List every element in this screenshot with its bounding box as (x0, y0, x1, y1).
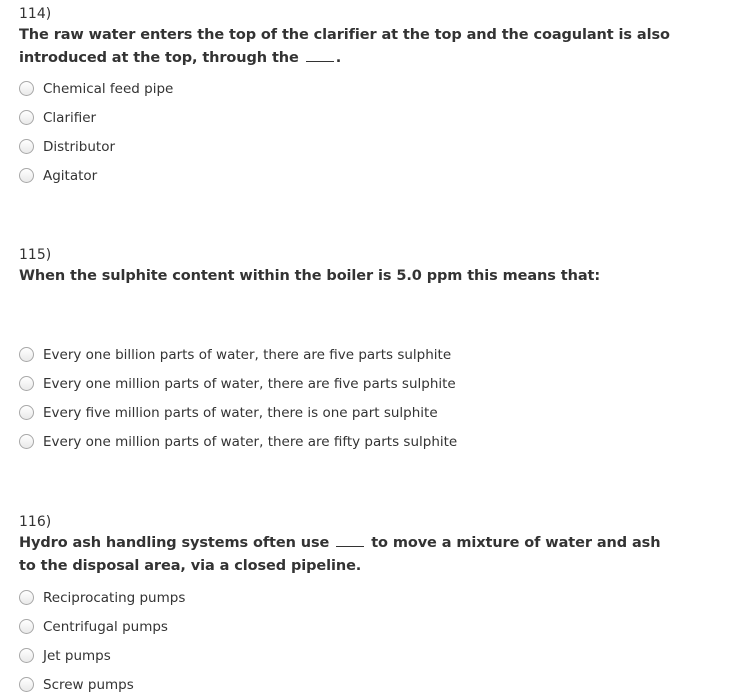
question-number: 116) (19, 514, 52, 530)
option-label: Chemical feed pipe (43, 80, 174, 97)
answer-option[interactable] (19, 427, 457, 456)
radio-button[interactable] (19, 590, 34, 605)
radio-button[interactable] (19, 619, 34, 634)
radio-button[interactable] (19, 168, 34, 183)
question-text (19, 532, 719, 578)
question-text-segment: . (335, 50, 342, 66)
answer-option[interactable] (19, 103, 173, 132)
answer-option[interactable] (19, 74, 173, 103)
answer-option[interactable] (19, 161, 173, 190)
option-label: Screw pumps (43, 676, 134, 693)
radio-button[interactable] (19, 434, 34, 449)
question-text-line: The raw water enters the top of the clarifier at the top and the coagulant is also (19, 27, 670, 43)
answer-option[interactable] (19, 132, 173, 161)
question-115 (19, 245, 719, 288)
question-number: 115) (19, 247, 52, 263)
question-text-line: When the sulphite content within the boiler is 5.0 ppm this means that: (19, 268, 601, 284)
question-text-segment: to move a mixture of water and ash (371, 535, 661, 551)
question-text-segment: Hydro ash handling systems often use (19, 535, 330, 551)
question-text (19, 265, 719, 288)
option-label: Every one million parts of water, there are five parts sulphite (43, 375, 456, 392)
option-label: Clarifier (43, 109, 97, 126)
answer-options-115 (19, 340, 457, 456)
radio-button[interactable] (19, 648, 34, 663)
radio-button[interactable] (19, 376, 34, 391)
radio-button[interactable] (19, 81, 34, 96)
option-label: Agitator (43, 167, 98, 184)
option-label: Distributor (43, 138, 116, 155)
answer-option[interactable] (19, 340, 457, 369)
option-label: Jet pumps (43, 647, 111, 664)
question-text (19, 24, 719, 70)
answer-options-114 (19, 74, 173, 190)
question-text-segment: introduced at the top, through the (19, 50, 299, 66)
question-text-line: to the disposal area, via a closed pipeline. (19, 558, 362, 574)
answer-blank (336, 532, 364, 547)
question-116 (19, 512, 719, 578)
answer-options-116 (19, 583, 185, 699)
question-number: 114) (19, 6, 52, 22)
option-label: Every one million parts of water, there are fifty parts sulphite (43, 433, 458, 450)
option-label: Reciprocating pumps (43, 589, 186, 606)
radio-button[interactable] (19, 139, 34, 154)
answer-option[interactable] (19, 612, 185, 641)
option-label: Every one billion parts of water, there are five parts sulphite (43, 346, 452, 363)
answer-option[interactable] (19, 369, 457, 398)
question-text-line (19, 532, 719, 555)
answer-option[interactable] (19, 583, 185, 612)
option-label: Every five million parts of water, there is one part sulphite (43, 404, 438, 421)
radio-button[interactable] (19, 347, 34, 362)
answer-option[interactable] (19, 670, 185, 699)
question-text-line (19, 47, 719, 70)
answer-option[interactable] (19, 641, 185, 670)
radio-button[interactable] (19, 677, 34, 692)
option-label: Centrifugal pumps (43, 618, 168, 635)
answer-option[interactable] (19, 398, 457, 427)
answer-blank (306, 47, 334, 62)
question-114 (19, 4, 719, 70)
radio-button[interactable] (19, 110, 34, 125)
radio-button[interactable] (19, 405, 34, 420)
